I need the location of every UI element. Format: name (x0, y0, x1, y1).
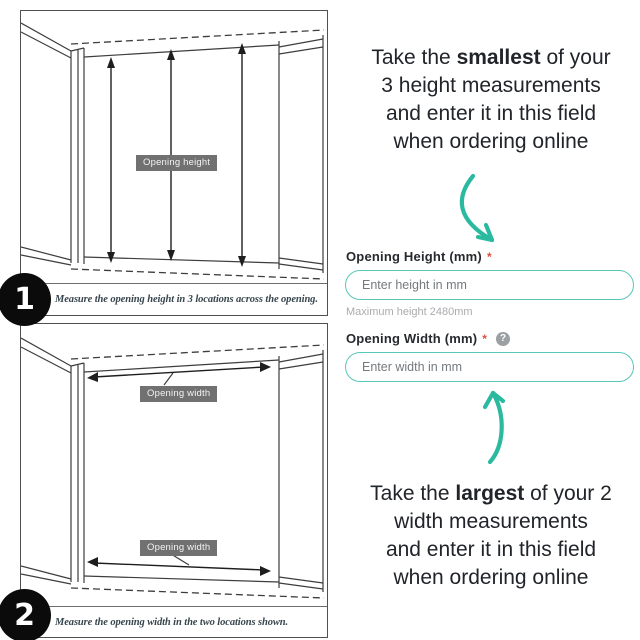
instruction-keyword: smallest (456, 46, 541, 69)
opening-height-diagram-label: Opening height (136, 155, 217, 171)
width-diagram-panel (20, 323, 328, 638)
step2-number: 2 (14, 597, 35, 633)
width-instruction-text (341, 480, 640, 592)
opening-height-field-label (346, 249, 492, 264)
instruction-line: 3 height measurements (381, 74, 601, 97)
step2-badge (0, 589, 51, 640)
field-label-text: Opening Width (mm) (346, 331, 478, 346)
required-asterisk: * (482, 331, 488, 346)
instruction-line: when ordering online (393, 130, 589, 153)
instruction-line: and enter it in this field (385, 102, 597, 125)
step1-caption: Measure the opening height in 3 locations across the opening. (21, 283, 327, 315)
instruction-text: Take the (370, 482, 456, 505)
instruction-line: when ordering online (393, 566, 589, 589)
required-asterisk: * (486, 249, 492, 264)
curved-arrow-up-icon (470, 388, 520, 470)
max-height-helper: Maximum height 2480mm (346, 306, 473, 318)
instruction-keyword: largest (455, 482, 525, 505)
opening-width-diagram-label-top: Opening width (140, 386, 217, 402)
instruction-text: Take the (371, 46, 457, 69)
curved-arrow-down-icon (440, 170, 510, 250)
field-label-text: Opening Height (mm) (346, 249, 482, 264)
instruction-line (341, 44, 640, 72)
height-diagram-drawing (21, 11, 326, 283)
step2-caption: Measure the opening width in the two locations shown. (21, 606, 327, 637)
height-diagram-panel (20, 10, 328, 316)
opening-width-input[interactable] (345, 352, 634, 382)
opening-height-input[interactable] (345, 270, 634, 300)
instruction-text: of your 2 (524, 482, 612, 505)
help-icon[interactable]: ? (496, 332, 510, 346)
instruction-line: width measurements (394, 510, 588, 533)
opening-width-diagram-label-bottom: Opening width (140, 540, 217, 556)
step1-number: 1 (14, 281, 35, 317)
instruction-text: of your (540, 46, 611, 69)
width-diagram-drawing (21, 324, 326, 606)
height-instruction-text (341, 44, 640, 156)
instruction-line: and enter it in this field (385, 538, 597, 561)
instruction-line (341, 480, 640, 508)
step1-badge (0, 273, 51, 326)
opening-width-field-label (346, 331, 510, 346)
